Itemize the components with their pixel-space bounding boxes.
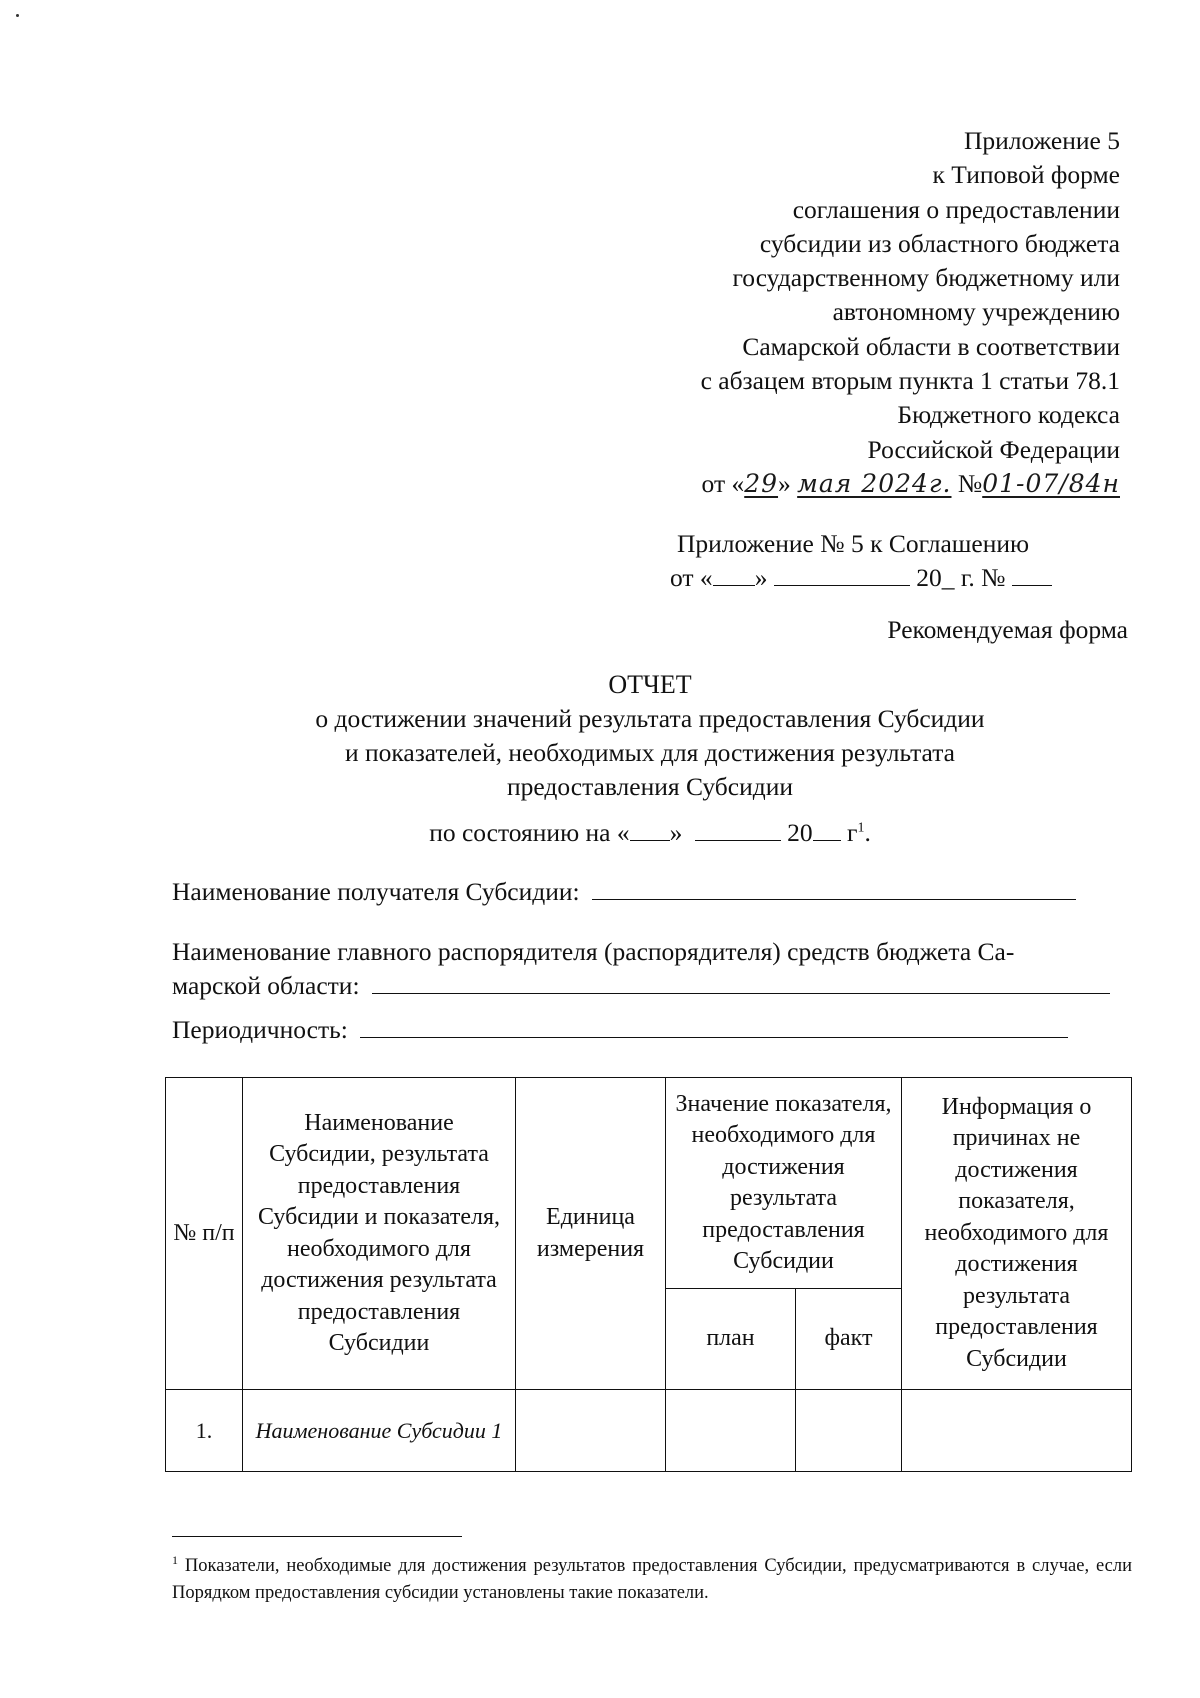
cell-unit[interactable] [516, 1390, 666, 1472]
agreement-reference [600, 527, 1100, 595]
appendix-date-line [520, 467, 1120, 501]
cell-num: 1. [166, 1390, 243, 1472]
blank-day [713, 563, 755, 586]
handwritten-day: 29 [744, 468, 779, 498]
manager-blank[interactable] [372, 971, 1110, 994]
report-table [165, 1077, 1132, 1472]
appendix-line: Приложение 5 [964, 126, 1120, 155]
recipient-field [172, 875, 1132, 909]
footnote-text: Показатели, необходимые для достижения результатов предоставления Субсидии, предусматриваются в случае, если Порядком предоставления субсидии установлены такие показатели. [172, 1556, 1132, 1604]
agreement-year-number: 20_ г. № [916, 563, 1006, 592]
header-unit: Единица измерения [516, 1078, 666, 1390]
number-sign: № [957, 468, 983, 498]
appendix-line: Самарской области в соответствии [742, 331, 1120, 361]
handwritten-month-year: мая 2024г. [797, 468, 952, 498]
footnote-separator [172, 1536, 462, 1537]
as-of-suffix: г [840, 818, 858, 847]
period-blank[interactable] [360, 1015, 1068, 1038]
date-close: » [778, 468, 791, 498]
table-row [166, 1390, 1132, 1472]
footnote-ref: 1 [857, 820, 865, 836]
header-num: № п/п [166, 1078, 243, 1390]
as-of-prefix: по состоянию на « [429, 818, 630, 847]
blank-number [1012, 563, 1052, 586]
blank-day [630, 818, 670, 841]
report-title: ОТЧЕТ [608, 670, 692, 699]
header-plan: план [666, 1289, 796, 1390]
report-as-of-date [160, 818, 1140, 848]
table-header-row [166, 1078, 1132, 1289]
cell-plan[interactable] [666, 1390, 796, 1472]
scan-speck [16, 14, 19, 17]
recipient-blank[interactable] [592, 877, 1076, 900]
report-subtitle-line: о достижении значений результата предоставления Субсидии [315, 704, 985, 733]
recommended-form-label: Рекомендуемая форма [887, 615, 1128, 644]
header-fact: факт [796, 1289, 902, 1390]
blank-month [774, 563, 910, 586]
appendix-line: Российской Федерации [867, 434, 1120, 464]
appendix-line: государственному бюджетному или [732, 263, 1120, 293]
agreement-date-prefix: от « [670, 563, 713, 592]
appendix-line: с абзацем вторым пункта 1 статьи 78.1 [700, 366, 1120, 396]
report-subtitle-line: предоставления Субсидии [507, 772, 793, 801]
as-of-end: . [864, 818, 871, 847]
manager-label: Наименование главного распорядителя (распорядителя) средств бюджета Са- [172, 937, 1015, 966]
period-field [172, 1013, 1132, 1047]
appendix-line: субсидии из областного бюджета [759, 228, 1120, 258]
blank-year [813, 818, 841, 841]
agreement-date-line [600, 561, 1100, 595]
appendix-line: Бюджетного кодекса [897, 400, 1120, 430]
cell-name: Наименование Субсидии 1 [243, 1390, 516, 1472]
manager-label-cont: марской области: [172, 971, 360, 1000]
footnote [172, 1547, 1132, 1607]
appendix-line: автономному учреждению [832, 297, 1120, 327]
handwritten-number: 01-07/84н [982, 468, 1120, 498]
manager-field [172, 935, 1132, 1003]
header-info: Информация о причинах не достижения показателя, необходимого для достижения результата предоставления Субсидии [902, 1078, 1132, 1390]
cell-info[interactable] [902, 1390, 1132, 1472]
appendix-header [520, 124, 1120, 501]
blank-month [695, 818, 781, 841]
as-of-close: » [669, 818, 683, 847]
report-subtitle-line: и показателей, необходимых для достижения результата [345, 738, 955, 767]
appendix-line: к Типовой форме [932, 160, 1120, 190]
header-name: Наименование Субсидии, результата предоставления Субсидии и показателя, необходимого для достижения результата предоставления Субсидии [243, 1078, 516, 1390]
agreement-title: Приложение № 5 к Соглашению [677, 529, 1030, 558]
recipient-label: Наименование получателя Субсидии: [172, 877, 580, 906]
appendix-line: соглашения о предоставлении [792, 194, 1120, 224]
header-value: Значение показателя, необходимого для достижения результата предоставления Субсидии [666, 1078, 902, 1289]
period-label: Периодичность: [172, 1015, 348, 1044]
as-of-year: 20 [787, 818, 813, 847]
report-title-block [160, 668, 1140, 804]
agreement-date-close: » [754, 563, 768, 592]
date-prefix: от « [701, 468, 745, 498]
cell-fact[interactable] [796, 1390, 902, 1472]
footnote-mark: 1 [172, 1553, 178, 1567]
